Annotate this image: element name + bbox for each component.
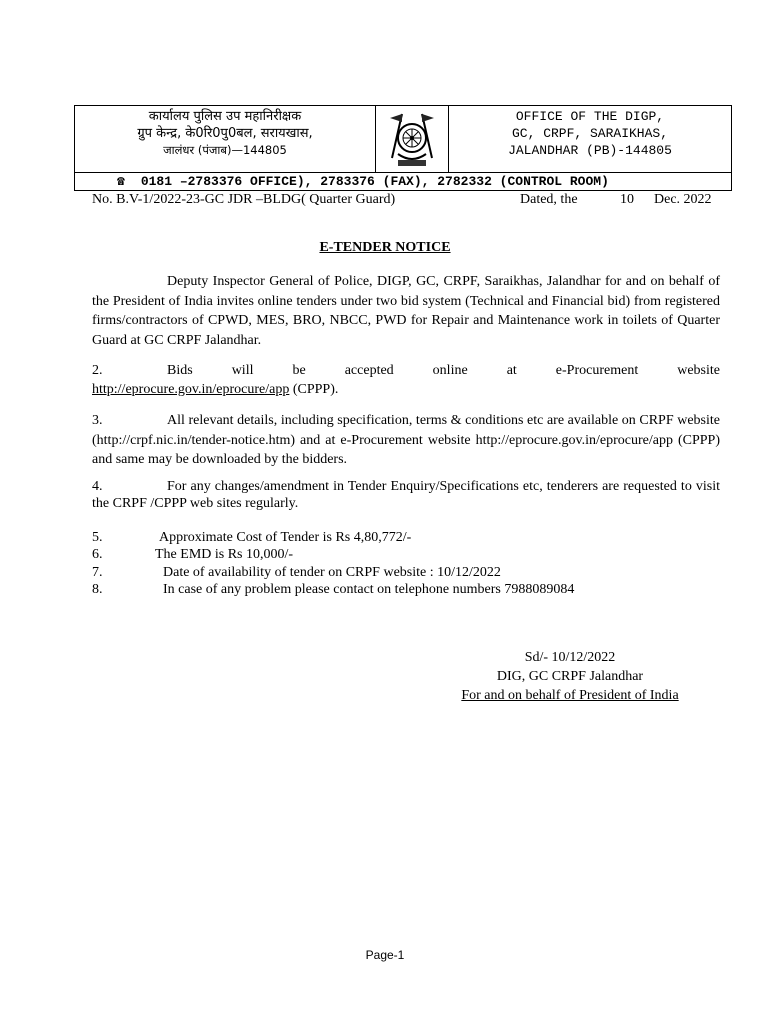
list-item-number: 6. xyxy=(92,547,103,563)
signatory-designation: DIG, GC CRPF Jalandhar xyxy=(496,669,644,684)
list-item-number: 5. xyxy=(92,530,103,545)
list-item-text: Date of availability of tender on CRPF website : 10/12/2022 xyxy=(163,564,501,580)
page-number: Page-1 xyxy=(365,948,405,962)
list-item xyxy=(92,529,720,546)
paragraph-2 xyxy=(92,361,720,381)
paragraph-3-number: 3. xyxy=(92,413,103,428)
hindi-address xyxy=(75,106,375,172)
date-day: 10 xyxy=(620,192,634,207)
list-item-text: The EMD is Rs 10,000/- xyxy=(155,547,294,563)
hindi-line-1: कार्यालय पुलिस उप महानिरीक्षक xyxy=(148,109,302,124)
paragraph-4 xyxy=(92,478,720,512)
list-item-text: In case of any problem please contact on telephone numbers 7988089084 xyxy=(163,581,575,597)
english-line-2: GC, CRPF, SARAIKHAS, xyxy=(511,126,669,141)
paragraph-4-number: 4. xyxy=(92,479,103,494)
list-item xyxy=(92,546,720,563)
english-line-1: OFFICE OF THE DIGP, xyxy=(515,109,665,124)
paragraph-2-text: Bids will be accepted online at e-Procurement website xyxy=(167,363,720,378)
paragraph-2-line-2 xyxy=(92,380,720,400)
hindi-line-3: जालंधर (पंजाब)—144805 xyxy=(163,143,287,157)
signature-date: Sd/- 10/12/2022 xyxy=(524,650,616,665)
list-item xyxy=(92,581,720,598)
paragraph-3-text: All relevant details, including specification, terms & conditions etc are available on CRPF website (http://crpf.nic.in/tender-notice.htm) and at e-Procurement website http://eprocure.gov.in/eprocure/app (CPPP) and same may be downloaded by the bidders. xyxy=(92,413,720,467)
paragraph-3 xyxy=(92,411,720,470)
eprocure-link[interactable]: http://eprocure.gov.in/eprocure/app xyxy=(92,382,290,397)
paragraph-2-after: (CPPP). xyxy=(289,382,339,397)
list-item-text: Approximate Cost of Tender is Rs 4,80,772/- xyxy=(159,530,412,545)
english-address xyxy=(449,106,731,172)
list-item xyxy=(92,564,720,581)
reference-line xyxy=(92,192,720,210)
dated-label: Dated, the xyxy=(520,192,578,207)
paragraph-1-text: Deputy Inspector General of Police, DIGP, GC, CRPF, Saraikhas, Jalandhar for and on behalf of the President of India invites online tenders under two bid system (Technical and Financial bid) from registered firms/contractors of CPWD, MES, BRO, NBCC, PWD for Repair and Maintenance work in toilets of Quarter Guard at GC CRPF Jalandhar. xyxy=(92,274,720,348)
telephone-icon: ☎ xyxy=(117,174,125,189)
phone-numbers-row xyxy=(75,172,731,191)
details-list xyxy=(92,529,720,598)
letterhead xyxy=(74,105,732,191)
paragraph-4-text: For any changes/amendment in Tender Enquiry/Specifications etc, tenderers are requested to visit the CRPF /CPPP web sites regularly. xyxy=(92,479,720,511)
english-line-3: JALANDHAR (PB)-144805 xyxy=(508,143,672,158)
paragraph-1 xyxy=(92,272,720,350)
date-month-year: Dec. 2022 xyxy=(654,192,712,207)
phone-numbers: 0181 –2783376 OFFICE), 2783376 (FAX), 2782332 (CONTROL ROOM) xyxy=(140,174,609,189)
signature-block xyxy=(420,648,720,705)
list-item-number: 8. xyxy=(92,581,103,597)
reference-number: No. B.V-1/2022-23-GC JDR –BLDG( Quarter Guard) xyxy=(92,192,396,207)
notice-title: E-TENDER NOTICE xyxy=(319,240,451,255)
paragraph-2-number: 2. xyxy=(92,363,103,378)
list-item-number: 7. xyxy=(92,564,103,580)
hindi-line-2: ग्रुप केन्द्र, के0रि0पु0बल, सरायखास, xyxy=(137,126,313,141)
crpf-emblem-icon xyxy=(375,106,449,172)
behalf-line: For and on behalf of President of India xyxy=(461,688,679,703)
